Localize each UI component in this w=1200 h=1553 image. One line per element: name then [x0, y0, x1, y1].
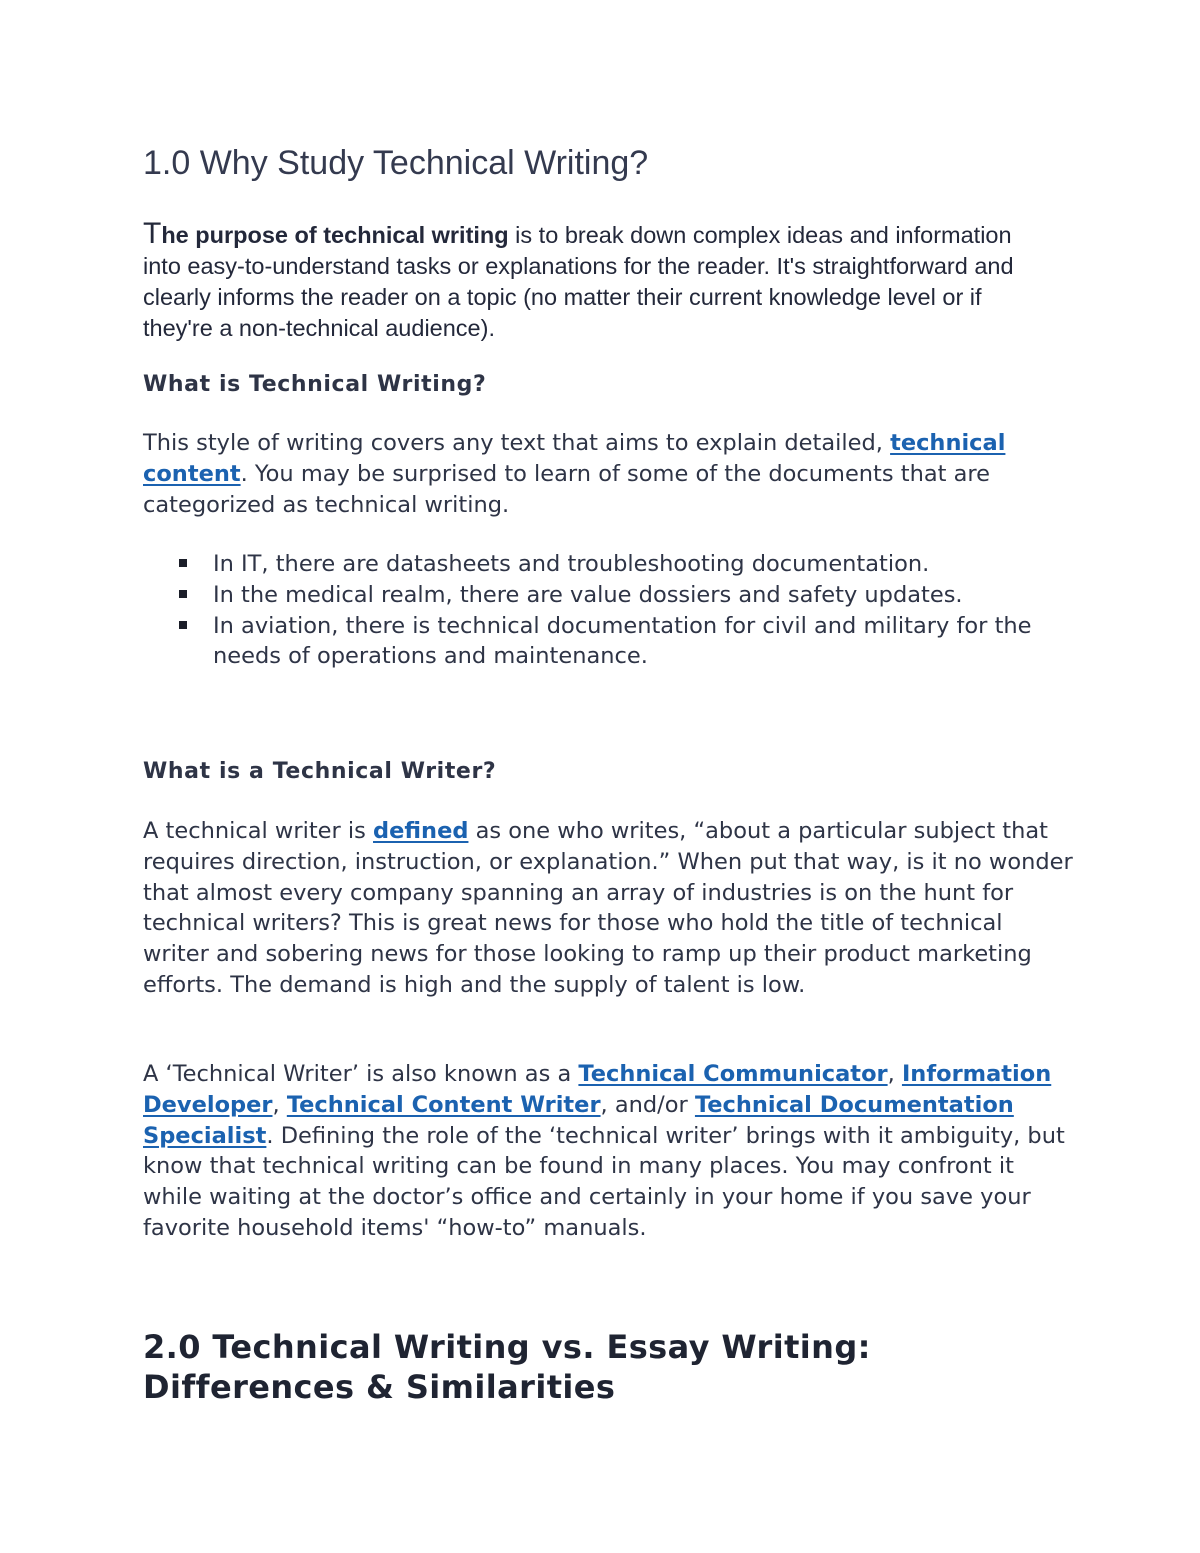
- list-item: [143, 611, 1073, 673]
- square-bullet-icon: [179, 590, 187, 598]
- paragraph-text: . You may be surprised to learn of some of the documents that are categorized as technical writing.: [143, 460, 990, 518]
- link-technical-content-writer[interactable]: Technical Content Writer: [286, 1091, 601, 1118]
- paragraph-text: as one who writes, “about a particular subject that requires direction, instruction, or explanation.” When put that way, is it no wonder that almost every company spanning an array of industries is on the hunt for technical writers? This is great news for those who hold the title of technical writer and sobering news for those looking to ramp up their product marketing efforts. The demand is high and the supply of talent is low.: [143, 818, 1073, 998]
- list-item-text: In the medical realm, there are value dossiers and safety updates.: [213, 581, 963, 608]
- separator-text: ,: [887, 1061, 902, 1087]
- section-heading-1: 1.0 Why Study Technical Writing?: [143, 144, 649, 182]
- list-item: [143, 580, 1073, 611]
- subheading-what-is-a-technical-writer: What is a Technical Writer?: [143, 759, 497, 784]
- separator-text: , and/or: [600, 1091, 695, 1118]
- list-item-text: In IT, there are datasheets and troubleshooting documentation.: [213, 551, 930, 577]
- section-heading-2: 2.0 Technical Writing vs. Essay Writing: Differences & Similarities: [143, 1328, 871, 1406]
- link-technical-communicator[interactable]: Technical Communicator: [578, 1061, 888, 1087]
- intro-drop-letter: T: [143, 217, 162, 250]
- list-item-text: In aviation, there is technical documentation for civil and military for the needs of operations and maintenance.: [213, 612, 1032, 670]
- square-bullet-icon: [179, 621, 187, 629]
- subheading-what-is-technical-writing: What is Technical Writing?: [143, 372, 487, 397]
- paragraph-text: A technical writer is: [143, 818, 374, 844]
- intro-paragraph: [143, 218, 1043, 344]
- paragraph-text: A ‘Technical Writer’ is also known as a: [143, 1061, 579, 1087]
- examples-bullet-list: [143, 549, 1073, 672]
- link-technical-documentation-specialist[interactable]: Technical Documentation Specialist: [143, 1091, 1014, 1149]
- link-information-developer[interactable]: Information Developer: [143, 1061, 1052, 1118]
- link-defined[interactable]: defined: [373, 818, 469, 844]
- square-bullet-icon: [179, 559, 187, 567]
- link-technical-content[interactable]: technical content: [143, 430, 1006, 487]
- list-item: [143, 549, 1073, 580]
- paragraph-text: . Defining the role of the ‘technical writer’ brings with it ambiguity, but know that technical writing can be found in many places. You may confront it while waiting at the doctor’s office and certainly in your home if you save your favorite household items' “how-to” manuals.: [143, 1122, 1065, 1241]
- paragraph-text: This style of writing covers any text that aims to explain detailed,: [143, 430, 891, 456]
- technical-writer-paragraph: [143, 816, 1073, 1001]
- technical-writing-paragraph: [143, 428, 1073, 520]
- separator-text: ,: [272, 1091, 287, 1118]
- intro-bold-phrase: he purpose of technical writing: [161, 222, 509, 248]
- also-known-as-paragraph: [143, 1059, 1073, 1244]
- intro-text: is to break down complex ideas and information into easy-to-understand tasks or explanations for the reader. It's straightforward and clearly informs the reader on a topic (no matter their current knowledge level or if they're a non-technical audience).: [143, 222, 1014, 341]
